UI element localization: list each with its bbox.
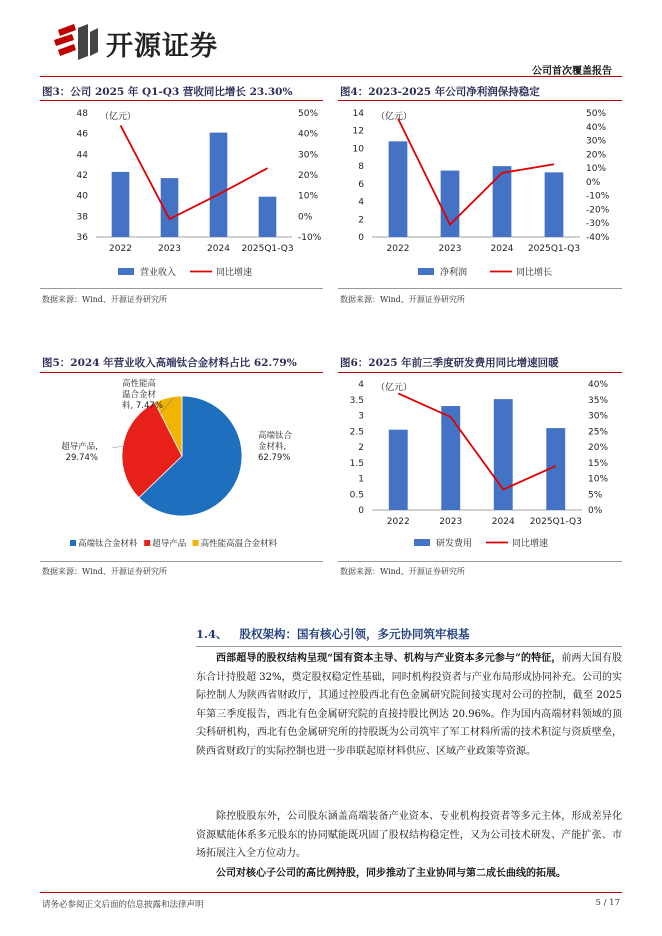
y2-tick-label: 10%	[588, 474, 609, 485]
document-type: 公司首次覆盖报告	[532, 66, 612, 77]
fig5-source: 数据来源：Wind、开源证券研究所	[42, 567, 167, 576]
fig4-chart	[338, 102, 622, 285]
fig4-rule	[338, 100, 622, 101]
y-tick-label: 0	[358, 506, 364, 516]
section-title: 股权架构：国有核心引领，多元协同筑牢根基	[239, 627, 470, 641]
y2-tick-label: 20%	[298, 171, 319, 181]
y-tick-label: 2	[358, 443, 364, 453]
x-tick-label: 2025Q1-Q3	[529, 517, 582, 527]
y-tick-label: 0	[358, 233, 364, 243]
x-tick-label: 2023	[439, 517, 463, 527]
y2-tick-label: -10%	[298, 233, 322, 243]
fig5-rule	[40, 372, 323, 373]
y2-tick-label: 15%	[588, 458, 609, 469]
y2-tick-label: 30%	[586, 136, 607, 147]
x-tick-label: 2022	[109, 244, 132, 254]
y-tick-label: 3.5	[349, 395, 364, 406]
footer-disclaimer: 请务必参阅正文后面的信息披露和法律声明	[42, 900, 204, 910]
bar	[210, 133, 228, 237]
page-number: 5 / 17	[595, 898, 620, 908]
footer-divider	[40, 892, 622, 893]
legend-label: 高性能高温合金材料	[200, 539, 278, 549]
fig5-title: 图5：2024 年营业收入高端钛合金材料占比 62.79%	[42, 357, 297, 369]
header-divider	[40, 76, 622, 77]
legend-line-label: 同比增速	[216, 268, 253, 278]
x-tick-label: 2023	[158, 244, 181, 254]
slice-label-sc: 29.74%	[65, 453, 98, 463]
y2-tick-label: 5%	[588, 490, 603, 501]
y2-tick-label: -10%	[586, 191, 610, 202]
bar	[389, 430, 408, 510]
y-tick-label: 0.5	[349, 490, 364, 501]
y2-tick-label: 40%	[586, 122, 607, 133]
x-tick-label: 2024	[491, 517, 515, 527]
bar	[112, 172, 130, 237]
growth-line	[398, 119, 554, 225]
section-number: 1.4、	[196, 627, 228, 641]
growth-line	[121, 125, 268, 219]
legend-bar-swatch	[118, 268, 134, 275]
unit-label: （亿元）	[376, 383, 413, 393]
bar	[494, 399, 513, 510]
fig4-bottom-rule	[338, 288, 622, 289]
x-tick-label: 2022	[386, 517, 410, 527]
bar	[441, 406, 460, 510]
slice-label-ti: 金材料,	[258, 442, 287, 452]
paragraph-1-body: 前两大国有股东合计持股超 32%，奠定股权稳定性基础，同时机构投资者与产业布局形成协同补充。公司的实际控制人为陕西省财政厅，其通过控股西北有色金属研究院间接实现对公司的控制，截至 2025 年第三季度报告，西北有色金属研究院的直接持股比例达 20.96%。作为国内高端材料领域的顶尖科研机构，西北有色金属研究所的持股既为公司筑牢了军工材料所需的技术积淀与资质壁垒，陕西省财政厅的实际控制也进一步串联起原材料供应、区域产业政策等资源。	[196, 653, 622, 757]
legend-swatch	[193, 540, 199, 546]
slice-label-ht: 温合金材	[122, 390, 157, 400]
y2-tick-label: 0%	[586, 177, 601, 188]
y2-tick-label: 40%	[588, 380, 609, 390]
y2-tick-label: -40%	[586, 233, 610, 243]
y-tick-label: 14	[352, 109, 364, 119]
y-tick-label: 1.5	[349, 458, 364, 469]
legend-label: 超导产品	[152, 539, 187, 549]
fig6-rule	[338, 372, 622, 373]
fig5-bottom-rule	[40, 561, 323, 562]
y2-tick-label: 25%	[588, 427, 609, 438]
paragraph-2: 除控股股东外，公司股东涵盖高端装备产业资本、专业机构投资者等多元主体，形成差异化资源赋能体系多元股东的协同赋能既巩固了股权结构稳定性，又为公司技术研发、产能扩张、市场拓展注入全方位动力。	[196, 811, 622, 860]
fig3-chart	[40, 102, 324, 285]
y2-tick-label: 0%	[588, 506, 603, 516]
y2-tick-label: 35%	[588, 395, 609, 406]
x-tick-label: 2024	[490, 244, 514, 254]
paragraph-1	[196, 650, 622, 762]
y2-tick-label: 50%	[586, 109, 607, 119]
brand-name: 开源证券	[106, 31, 218, 62]
y-tick-label: 36	[76, 233, 88, 243]
y-tick-label: 3	[358, 411, 364, 422]
legend-bar-label: 研发费用	[436, 539, 473, 549]
y2-tick-label: 20%	[588, 443, 609, 453]
legend-bar-swatch	[418, 268, 434, 275]
y2-tick-label: 50%	[298, 109, 319, 119]
y2-tick-label: 30%	[298, 150, 319, 161]
growth-line	[398, 393, 556, 489]
section-heading	[196, 626, 470, 642]
fig3-title: 图3：公司 2025 年 Q1-Q3 营收同比增长 23.30%	[42, 86, 293, 98]
fig4-title: 图4：2023-2025 年公司净利润保持稳定	[340, 86, 540, 98]
paragraph-3: 公司对核心子公司的高比例持股，同步推动了主业协同与第二成长曲线的拓展。	[216, 868, 566, 879]
unit-label: （亿元）	[376, 112, 413, 122]
fig3-bottom-rule	[40, 288, 323, 289]
x-tick-label: 2023	[438, 244, 462, 254]
y-tick-label: 8	[358, 162, 364, 173]
y-tick-label: 38	[76, 212, 88, 223]
legend-swatch	[70, 540, 76, 546]
brand-logo-icon	[52, 22, 104, 62]
fig3-rule	[40, 100, 323, 101]
y2-tick-label: 10%	[586, 164, 607, 175]
y2-tick-label: -20%	[586, 205, 610, 216]
y-tick-label: 2.5	[349, 427, 364, 438]
y-tick-label: 42	[76, 171, 88, 181]
y2-tick-label: 20%	[586, 150, 607, 161]
legend-swatch	[144, 540, 150, 546]
fig6-source: 数据来源：Wind、开源证券研究所	[340, 567, 465, 576]
y2-tick-label: 40%	[298, 129, 319, 140]
y-tick-label: 46	[76, 129, 88, 140]
bar	[493, 166, 512, 237]
slice-label-ti: 62.79%	[258, 453, 291, 463]
legend-bar-label: 营业收入	[140, 268, 177, 278]
bar	[441, 171, 460, 237]
fig6-bottom-rule	[338, 561, 622, 562]
y2-tick-label: 10%	[298, 191, 319, 202]
bar	[545, 172, 564, 237]
unit-label: （亿元）	[100, 112, 137, 122]
fig5-chart	[40, 374, 324, 560]
y-tick-label: 40	[76, 191, 88, 202]
legend-line-label: 同比增长	[516, 268, 553, 278]
paragraph-1-lead: 西部超导的股权结构呈现“国有资本主导、机构与产业资本多元参与”的特征，	[216, 653, 562, 664]
y-tick-label: 48	[76, 109, 88, 119]
slice-label-ht: 高性能高	[122, 379, 157, 389]
x-tick-label: 2024	[207, 244, 230, 254]
fig6-title: 图6：2025 年前三季度研发费用同比增速回暖	[340, 357, 559, 369]
section-rule	[196, 646, 622, 647]
y2-tick-label: 30%	[588, 411, 609, 422]
y-tick-label: 12	[352, 126, 364, 137]
y-tick-label: 4	[358, 197, 364, 208]
x-tick-label: 2022	[386, 244, 410, 254]
y-tick-label: 44	[76, 150, 88, 161]
slice-label-ti: 高端钛合	[258, 431, 293, 441]
fig4-source: 数据来源：Wind、开源证券研究所	[340, 295, 465, 304]
y-tick-label: 10	[352, 144, 364, 155]
slice-label-ht: 料, 7.47%	[122, 401, 163, 411]
slice-label-sc: 超导产品,	[61, 442, 98, 452]
fig3-source: 数据来源：Wind、开源证券研究所	[42, 295, 167, 304]
y-tick-label: 2	[358, 215, 364, 226]
legend-bar-swatch	[414, 539, 430, 546]
x-tick-label: 2025Q1-Q3	[241, 244, 294, 254]
y2-tick-label: -30%	[586, 219, 610, 230]
legend-line-label: 同比增速	[512, 539, 549, 549]
fig6-chart	[338, 374, 622, 560]
y-tick-label: 1	[358, 474, 364, 485]
bar	[259, 197, 277, 237]
y-tick-label: 6	[358, 179, 364, 190]
y-tick-label: 4	[358, 380, 364, 390]
y2-tick-label: 0%	[298, 212, 313, 223]
x-tick-label: 2025Q1-Q3	[527, 244, 581, 254]
bar	[389, 141, 408, 237]
legend-label: 高端钛合金材料	[78, 539, 138, 549]
legend-bar-label: 净利润	[440, 268, 468, 278]
